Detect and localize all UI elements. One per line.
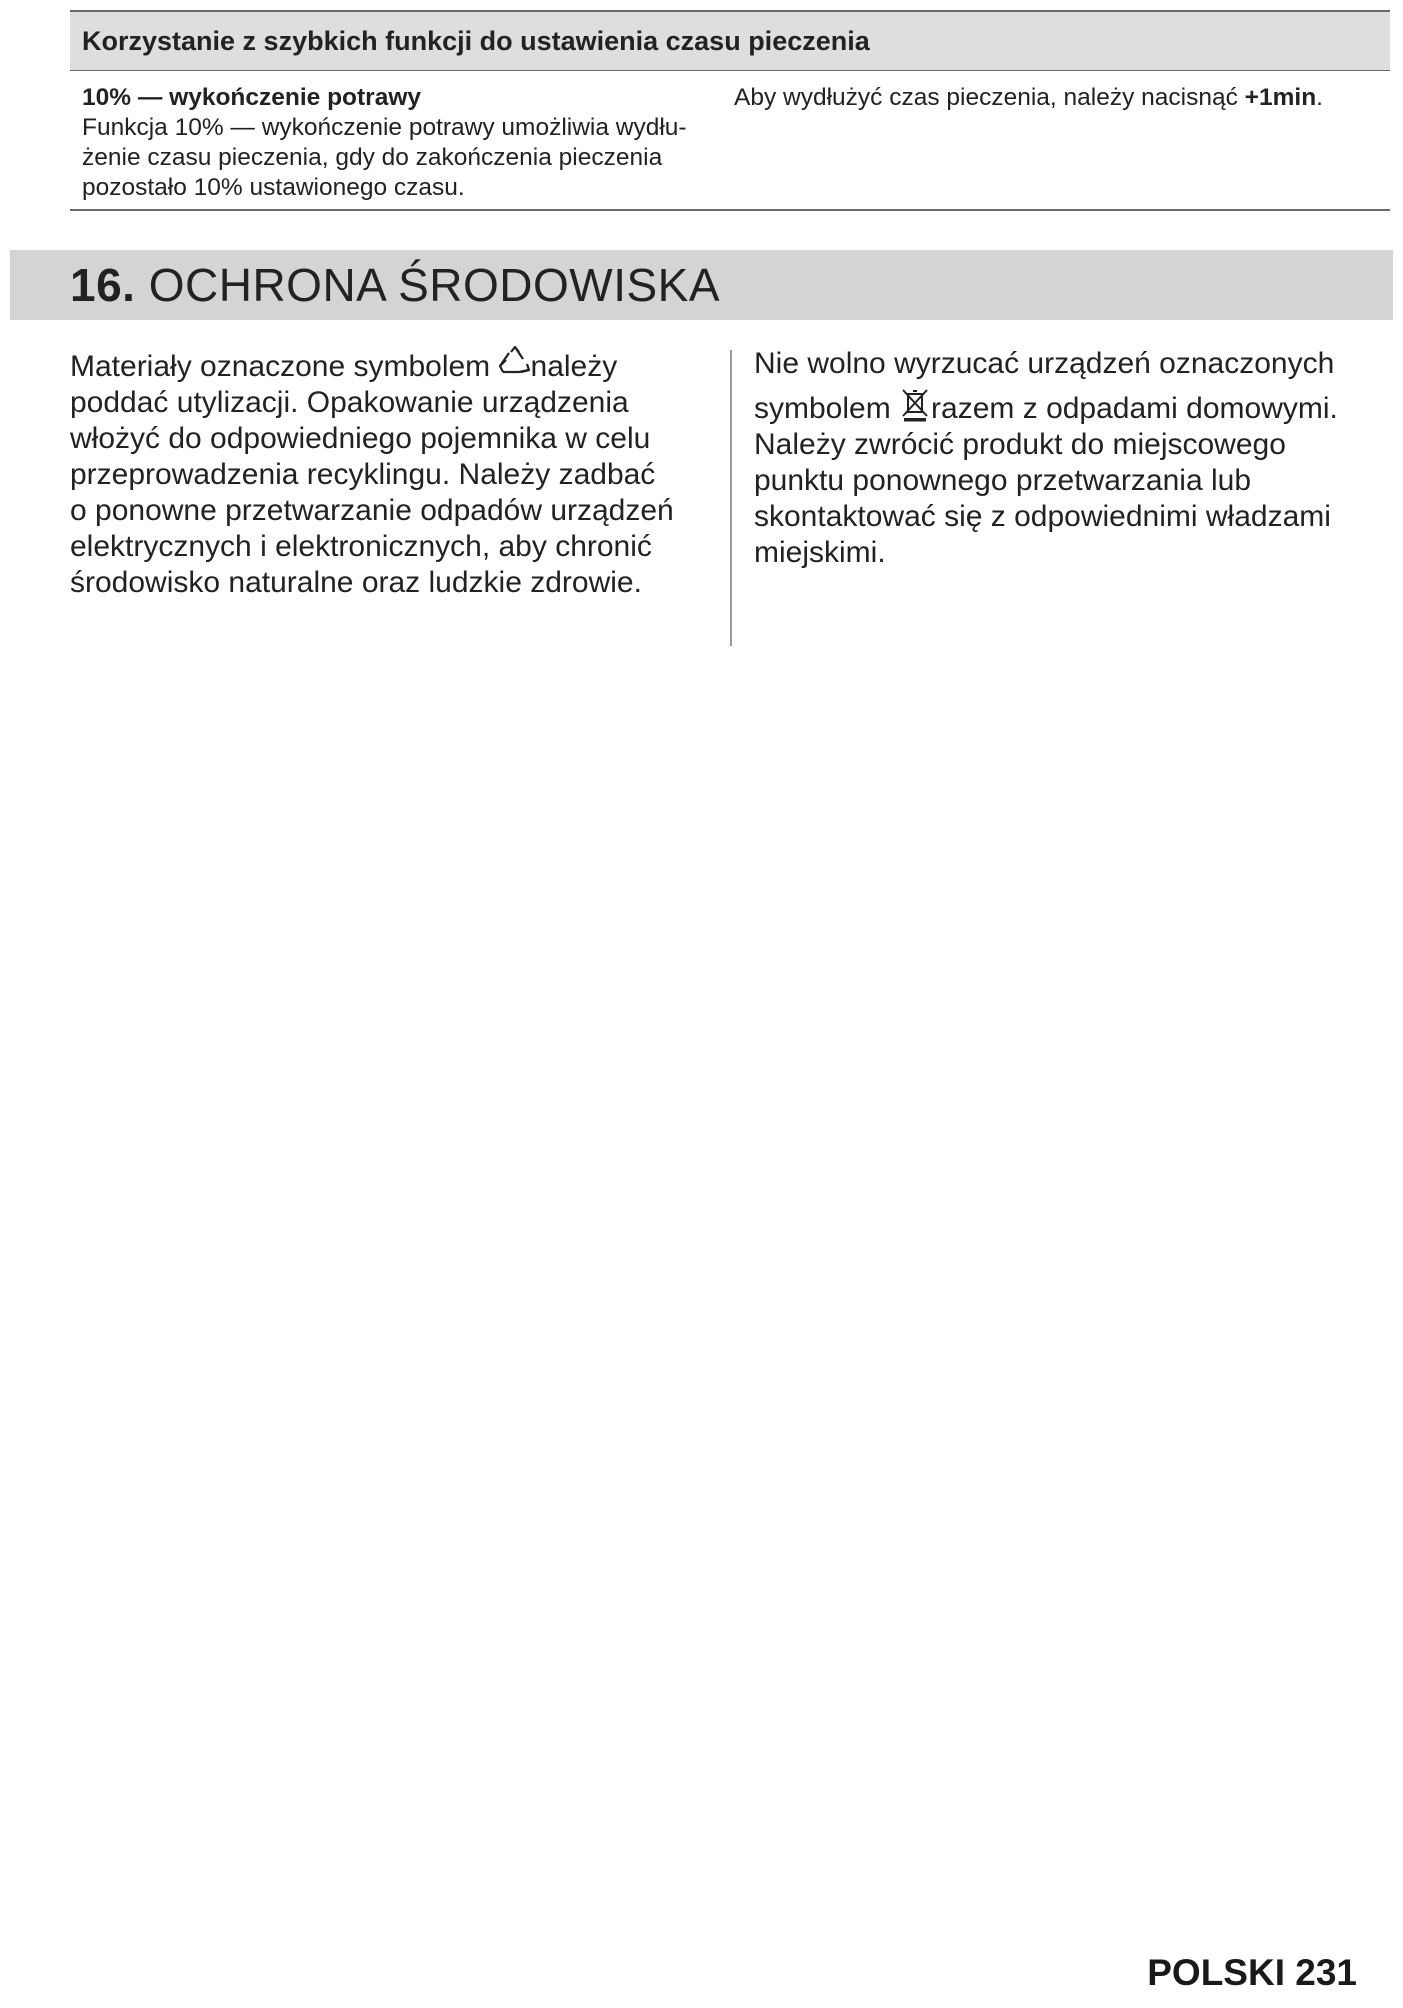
- paragraph-line: Należy zwrócić produkt do miejscowego: [754, 428, 1286, 461]
- table-header: Korzystanie z szybkich funkcji do ustawienia czasu pieczenia: [70, 12, 1390, 71]
- section-number: 16.: [70, 259, 136, 311]
- paragraph-line: [754, 388, 1394, 427]
- action-key: +1min: [1244, 84, 1317, 111]
- paragraph-line: włożyć do odpowiedniego pojemnika w celu: [70, 422, 651, 455]
- quick-functions-table: [70, 10, 1390, 211]
- paragraph-line: środowisko naturalne oraz ludzkie zdrowie.: [70, 566, 642, 599]
- left-column: [70, 346, 720, 601]
- section-title: [70, 258, 720, 312]
- table-cell-action: [720, 71, 1390, 209]
- table-row: [70, 71, 1390, 209]
- paragraph-line: o ponowne przetwarzanie odpadów urządzeń: [70, 494, 674, 527]
- paragraph-text: Materiały oznaczone symbolem: [70, 350, 499, 383]
- function-title: 10% — wykończenie potrawy: [82, 84, 422, 111]
- paragraph-line: miejskimi.: [754, 536, 886, 569]
- function-description-line: Funkcja 10% — wykończenie potrawy umożliwia wydłu-: [82, 114, 687, 141]
- function-description-line: pozostało 10% ustawionego czasu.: [82, 174, 465, 201]
- paragraph-line: punktu ponownego przetwarzania lub: [754, 464, 1252, 497]
- paragraph-line: elektrycznych i elektronicznych, aby chronić: [70, 530, 652, 563]
- paragraph-line: skontaktować się z odpowiednimi władzami: [754, 500, 1331, 533]
- paragraph-line: poddać utylizacji. Opakowanie urządzenia: [70, 386, 629, 419]
- action-suffix: .: [1316, 84, 1323, 111]
- crossed-out-wheeled-bin-icon: [899, 388, 931, 422]
- column-divider: [730, 350, 732, 646]
- paragraph-text: należy: [530, 350, 618, 383]
- page-footer: POLSKI 231: [1147, 1952, 1357, 1993]
- right-column: [754, 346, 1394, 571]
- section-heading: OCHRONA ŚRODOWISKA: [148, 259, 721, 311]
- paragraph-text: razem z odpadami domowymi.: [931, 392, 1338, 425]
- paragraph-text: symbolem: [754, 392, 900, 425]
- paragraph-line: [70, 346, 720, 385]
- paragraph-line: Nie wolno wyrzucać urządzeń oznaczonych: [754, 347, 1335, 380]
- paragraph-line: przeprowadzenia recyklingu. Należy zadbać: [70, 458, 656, 491]
- recycling-icon: [499, 346, 531, 380]
- action-text: Aby wydłużyć czas pieczenia, należy nacisnąć: [734, 84, 1245, 111]
- section-banner: [10, 250, 1393, 320]
- table-cell-function: [70, 71, 720, 209]
- function-description-line: żenie czasu pieczenia, gdy do zakończenia pieczenia: [82, 144, 663, 171]
